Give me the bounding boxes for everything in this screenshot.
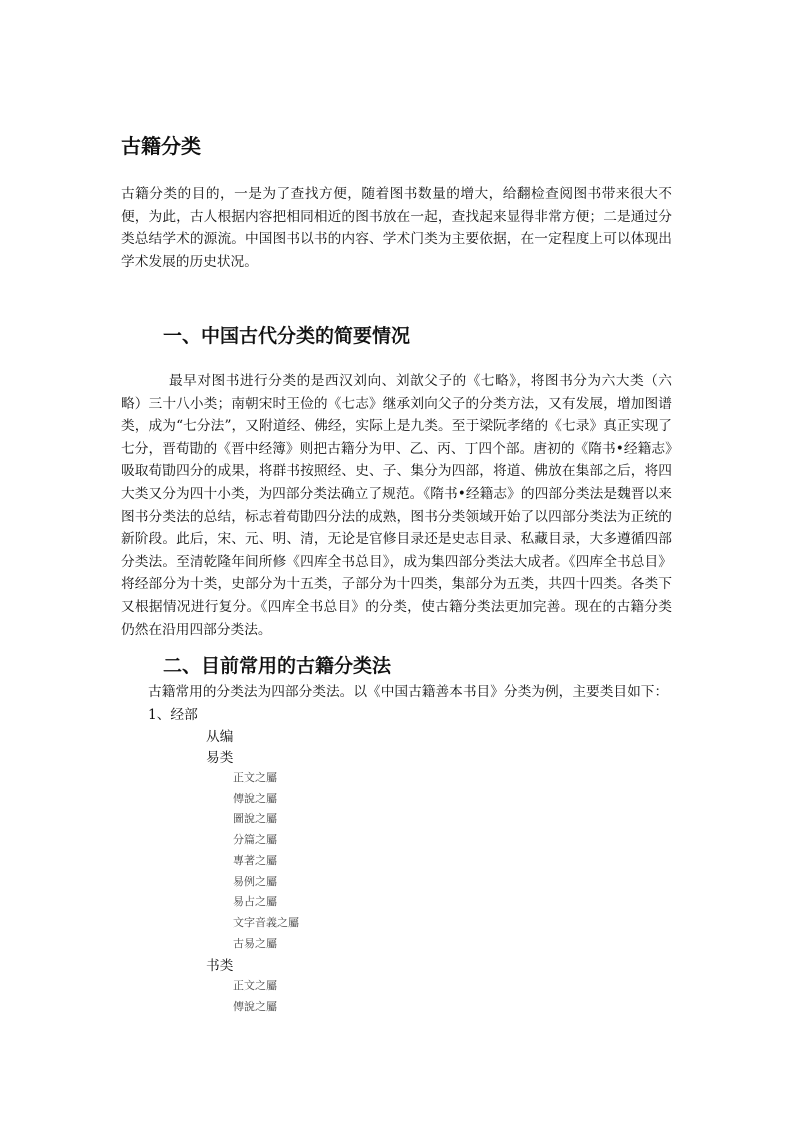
category-yi: 易类 xyxy=(206,750,234,766)
list-item: 古易之屬 xyxy=(233,937,277,950)
list-item: 傳說之屬 xyxy=(233,792,277,805)
list-item: 易例之屬 xyxy=(233,875,277,888)
list-item: 圖說之屬 xyxy=(233,812,277,825)
list-item: 分篇之屬 xyxy=(233,833,277,846)
intro-paragraph: 古籍分类的目的，一是为了查找方便，随着图书数量的增大，给翻检查阅图书带来很大不便，为此，古人根据内容把相同相近的图书放在一起，查找起来显得非常方便；二是通过分类总结学术的源流。中国图书以书的内容、学术门类为主要依据，在一定程度上可以体现出学术发展的历史状况。 xyxy=(121,186,672,270)
document-title: 古籍分类 xyxy=(121,134,201,158)
part-label-jingbu: 1、经部 xyxy=(148,707,198,723)
category-shu: 书类 xyxy=(206,958,234,974)
list-item: 專著之屬 xyxy=(233,854,277,867)
category-congbian: 从编 xyxy=(206,729,234,745)
section2-intro: 古籍常用的分类法为四部分类法。以《中国古籍善本书目》分类为例，主要类目如下： xyxy=(148,684,669,700)
list-item: 易占之屬 xyxy=(233,895,277,908)
section1-paragraph: 最早对图书进行分类的是西汉刘向、刘歆父子的《七略》，将图书分为六大类（六略）三十八小类；南朝宋时王俭的《七志》继承刘向父子的分类方法，又有发展，增加图谱类，成为“七分法”，又附道经、佛经，实际上是九类。至于梁阮孝绪的《七录》真正实现了七分，晋荀勖的《晋中经簿》则把古籍分为甲、乙、丙、丁四个部。唐初的《隋书•经籍志》吸取荀勖四分的成果，将群书按照经、史、子、集分为四部，将道、佛放在集部之后，将四大类又分为四十小类，为四部分类法确立了规范。《隋书•经籍志》的四部分类法是魏晋以来图书分类法的总结，标志着荀勖四分法的成熟，图书分类领域开始了以四部分类法为正统的新阶段。此后，宋、元、明、清，无论是官修目录还是史志目录、私藏目录，大多遵循四部分类法。至清乾隆年间所修《四库全书总目》，成为集四部分类法大成者。《四库全书总目》将经部分为十类，史部分为十五类，子部分为十四类，集部分为五类，共四十四类。各类下又根据情况进行复分。《四库全书总目》的分类，使古籍分类法更加完善。现在的古籍分类仍然在沿用四部分类法。 xyxy=(121,373,672,638)
list-item: 正文之屬 xyxy=(233,771,277,784)
list-item: 傳說之屬 xyxy=(233,1000,277,1013)
section2-heading: 二、目前常用的古籍分类法 xyxy=(163,655,392,677)
section1-heading: 一、中国古代分类的简要情况 xyxy=(163,325,411,347)
list-item: 正文之屬 xyxy=(233,979,277,992)
list-item: 文字音義之屬 xyxy=(233,916,299,929)
